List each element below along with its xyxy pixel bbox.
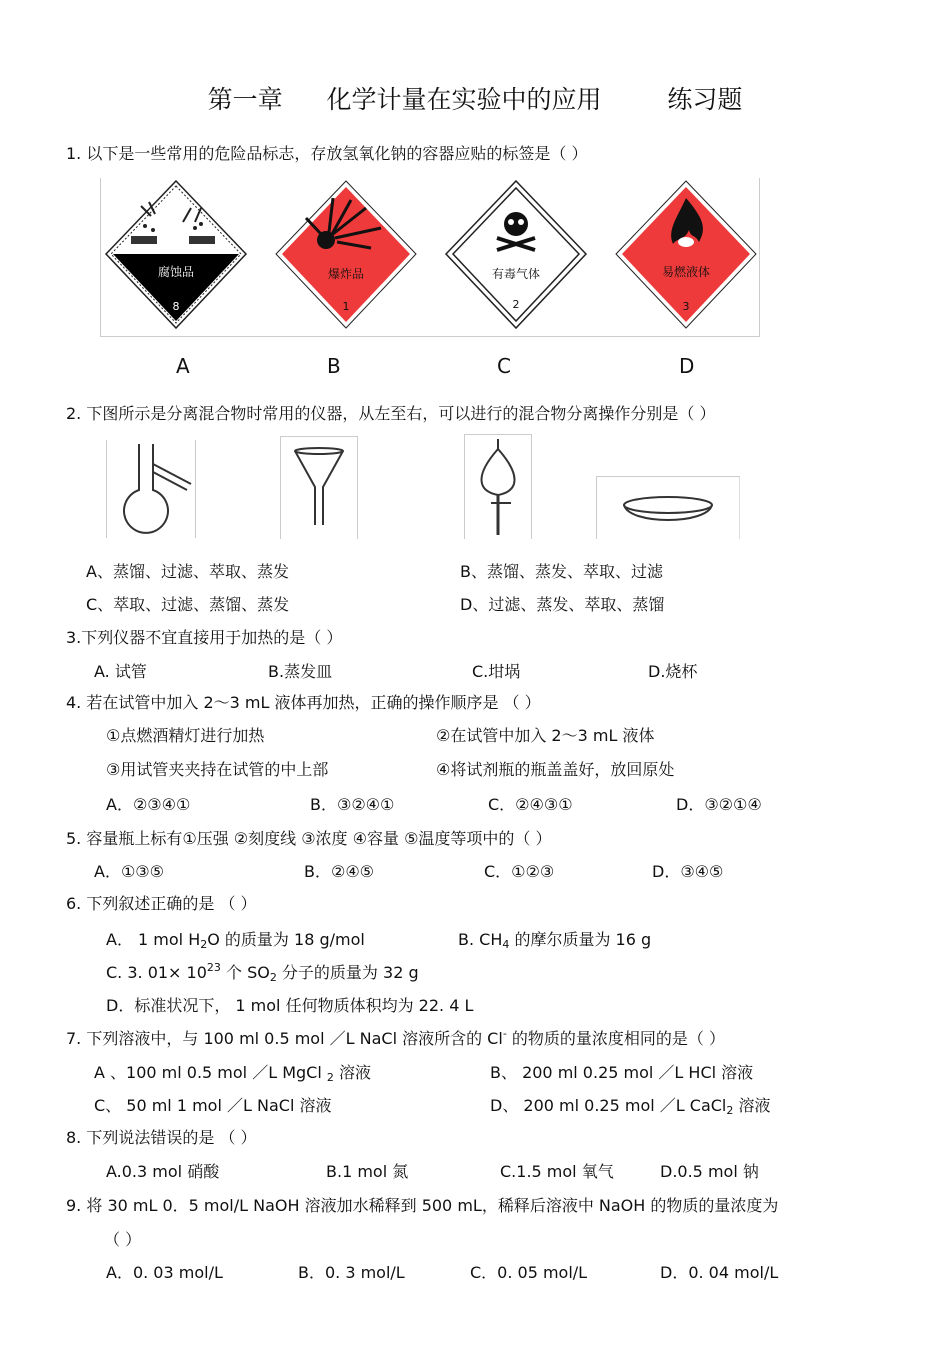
- q9-option-d: D．0. 04 mol/L: [660, 1263, 779, 1282]
- sign-c-letter: C: [497, 354, 511, 378]
- q4-stem: 4. 若在试管中加入 2～3 mL 液体再加热，正确的操作顺序是 （ ）: [66, 693, 541, 712]
- q6-option-a: [106, 927, 365, 951]
- corrosive-sign-icon: [101, 178, 251, 336]
- q9-option-b: B．0. 3 mol/L: [298, 1263, 405, 1282]
- q9-answer-paren: （ ）: [104, 1230, 142, 1249]
- q3-option-d: D.烧杯: [648, 662, 698, 681]
- q6-b-subscript: 4: [502, 938, 510, 951]
- sign-c-label: 有毒气体: [491, 267, 541, 281]
- page-title: [0, 80, 950, 116]
- explosive-sign-icon: [271, 178, 421, 336]
- q7-stem: [66, 1026, 725, 1049]
- q8-option-b: B.1 mol 氮: [326, 1162, 409, 1181]
- funnel-icon: [280, 436, 358, 539]
- q4-step-2: ②在试管中加入 2～3 mL 液体: [436, 726, 655, 745]
- sign-a-label: 腐蚀品: [157, 265, 195, 279]
- sign-a-number: 8: [172, 300, 180, 313]
- q5-option-c: C．①②③: [484, 862, 555, 881]
- q8-option-a: A.0.3 mol 硝酸: [106, 1162, 220, 1181]
- sign-b-number: 1: [342, 300, 350, 313]
- q7-stem-text-2: 的物质的量浓度相同的是（ ）: [506, 1029, 725, 1048]
- q6-a-subscript: 2: [200, 938, 208, 951]
- sign-b-label: 爆炸品: [327, 267, 365, 281]
- q2-stem: 2. 下图所示是分离混合物时常用的仪器，从左至右，可以进行的混合物分离操作分别是（ ）: [66, 404, 716, 423]
- sign-c-number: 2: [512, 298, 520, 311]
- q6-option-c: [106, 960, 419, 984]
- q4-step-3: ③用试管夹夹持在试管的中上部: [106, 760, 329, 779]
- q4-step-1: ①点燃酒精灯进行加热: [106, 726, 265, 745]
- q6-c-text-3: 分子的质量为 32 g: [276, 963, 419, 982]
- sign-a-letter: A: [176, 354, 190, 378]
- hazard-signs-panel: [100, 178, 760, 337]
- toxic-gas-sign-icon: [441, 178, 591, 336]
- q7-stem-superscript: -: [502, 1027, 507, 1040]
- q2-option-b: B、蒸馏、蒸发、萃取、过滤: [460, 562, 663, 581]
- q6-c-text-1: C. 3. 01× 10: [106, 963, 207, 982]
- title-part-topic: 化学计量在实验中的应用: [326, 85, 602, 114]
- q1-stem: 1. 以下是一些常用的危险品标志，存放氢氧化钠的容器应贴的标签是（ ）: [66, 144, 588, 163]
- sign-d-letter: D: [679, 354, 695, 378]
- q2-option-a: A、蒸馏、过滤、萃取、蒸发: [86, 562, 289, 581]
- q7-a-text-1: A 、100 ml 0.5 mol ／L MgCl: [94, 1063, 327, 1082]
- q3-option-a: A. 试管: [94, 662, 147, 681]
- q2-option-c: C、萃取、过滤、蒸馏、蒸发: [86, 595, 290, 614]
- q4-option-b: B．③②④①: [310, 795, 395, 814]
- q6-option-b: [458, 927, 651, 951]
- q4-option-c: C．②④③①: [488, 795, 573, 814]
- q7-option-b: B、 200 ml 0.25 mol ／L HCl 溶液: [490, 1063, 754, 1082]
- q7-d-text-2: 溶液: [733, 1096, 771, 1115]
- distilling-flask-icon: [106, 440, 196, 538]
- q6-stem: 6. 下列叙述正确的是 （ ）: [66, 894, 257, 913]
- q7-stem-text-1: 7. 下列溶液中，与 100 ml 0.5 mol ／L NaCl 溶液所含的 Cl: [66, 1029, 503, 1048]
- q3-option-c: C.坩埚: [472, 662, 521, 681]
- q9-stem: 9. 将 30 mL 0．5 mol/L NaOH 溶液加水稀释到 500 mL，稀释后溶液中 NaOH 的物质的量浓度为: [66, 1196, 779, 1215]
- q6-b-text-2: 的摩尔质量为 16 g: [509, 930, 652, 949]
- q6-b-text-1: B. CH: [458, 930, 503, 949]
- evaporating-dish-icon: [596, 476, 740, 539]
- q7-a-text-2: 溶液: [333, 1063, 371, 1082]
- q6-c-text-2: 个 SO: [220, 963, 270, 982]
- q8-stem: 8. 下列说法错误的是 （ ）: [66, 1128, 257, 1147]
- q7-option-d: [490, 1093, 770, 1117]
- q4-option-a: A．②③④①: [106, 795, 191, 814]
- q9-option-a: A．0. 03 mol/L: [106, 1263, 223, 1282]
- q3-option-b: B.蒸发皿: [268, 662, 333, 681]
- q7-d-text-1: D、 200 ml 0.25 mol ／L CaCl: [490, 1096, 727, 1115]
- q5-option-a: A．①③⑤: [94, 862, 164, 881]
- q7-option-c: C、 50 ml 1 mol ／L NaCl 溶液: [94, 1096, 332, 1115]
- q7-d-subscript: 2: [726, 1104, 734, 1117]
- q5-option-b: B．②④⑤: [304, 862, 375, 881]
- q8-option-c: C.1.5 mol 氧气: [500, 1162, 614, 1181]
- flammable-liquid-sign-icon: [611, 178, 761, 336]
- q6-option-d: D．标准状况下， 1 mol 任何物质体积均为 22. 4 L: [106, 996, 474, 1015]
- q5-stem: 5. 容量瓶上标有①压强 ②刻度线 ③浓度 ④容量 ⑤温度等项中的（ ）: [66, 829, 552, 848]
- sign-b-letter: B: [327, 354, 341, 378]
- title-part-chapter: 第一章: [207, 85, 283, 114]
- sign-d-number: 3: [682, 300, 690, 313]
- separatory-funnel-icon: [464, 434, 532, 539]
- sign-d-label: 易燃液体: [661, 265, 711, 279]
- q4-step-4: ④将试剂瓶的瓶盖盖好，放回原处: [436, 760, 675, 779]
- q6-a-text-2: O 的质量为 18 g/mol: [207, 930, 365, 949]
- q7-option-a: [94, 1060, 371, 1084]
- q4-option-d: D．③②①④: [676, 795, 762, 814]
- q8-option-d: D.0.5 mol 钠: [660, 1162, 759, 1181]
- title-part-exercise: 练习题: [667, 85, 743, 114]
- q7-a-subscript: 2: [326, 1071, 334, 1084]
- q6-c-subscript: 2: [269, 971, 277, 984]
- q3-stem: 3.下列仪器不宜直接用于加热的是（ ）: [66, 628, 343, 647]
- q6-a-text-1: A． 1 mol H: [106, 930, 201, 949]
- q9-option-c: C．0. 05 mol/L: [470, 1263, 588, 1282]
- q2-option-d: D、过滤、蒸发、萃取、蒸馏: [460, 595, 665, 614]
- q5-option-d: D．③④⑤: [652, 862, 724, 881]
- q6-c-superscript: 23: [206, 961, 221, 974]
